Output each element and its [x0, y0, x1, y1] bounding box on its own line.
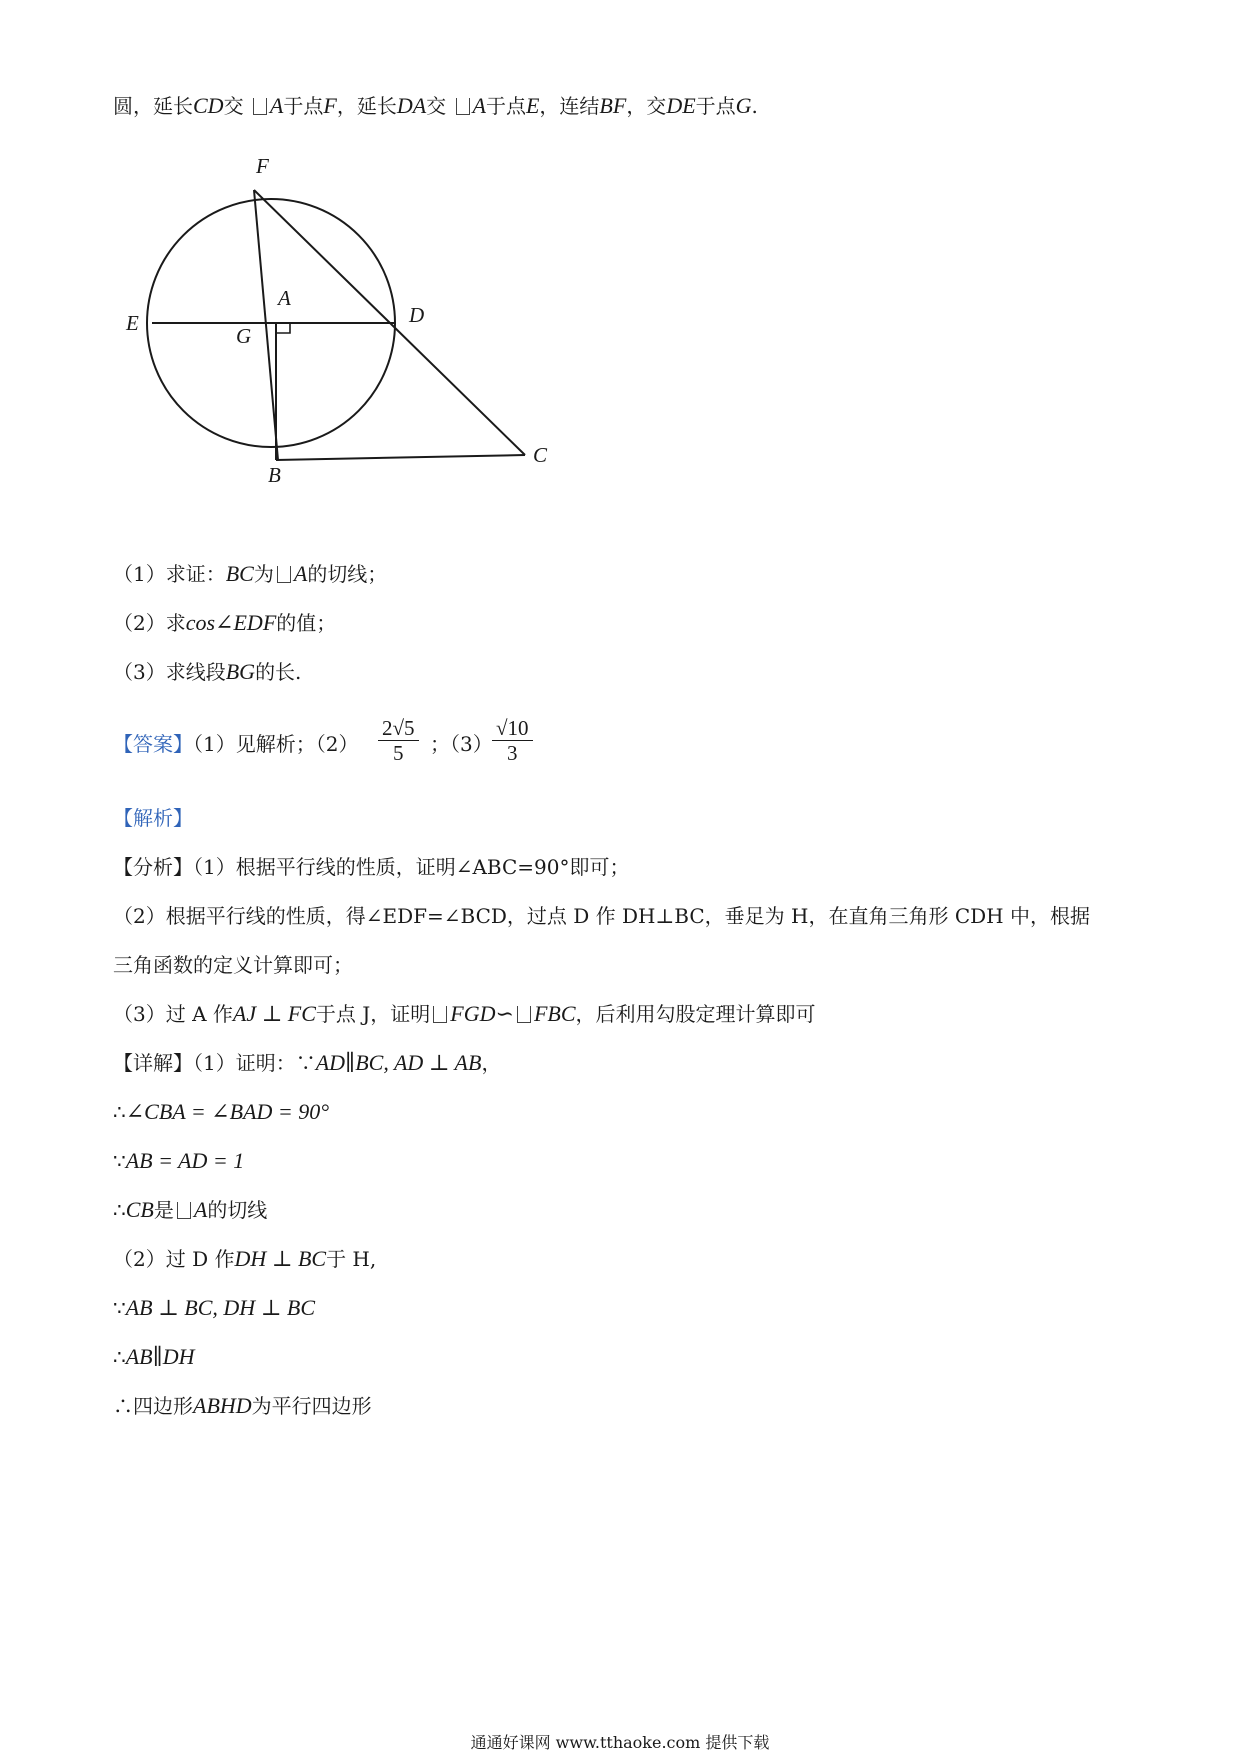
right-angle-mark	[276, 323, 290, 333]
label-b: B	[268, 463, 281, 487]
text: 为	[253, 562, 274, 586]
text: ，交	[626, 94, 667, 118]
text: 是	[153, 1198, 174, 1222]
fraction-2	[492, 716, 533, 765]
detail-line-7	[113, 1343, 195, 1371]
math: BG	[225, 659, 256, 684]
math: BF	[599, 93, 627, 118]
math: A	[269, 93, 284, 118]
text: 的值；	[276, 611, 337, 635]
question-2	[113, 609, 336, 637]
text: 四边形	[133, 1394, 193, 1418]
math: ∠CBA = ∠BAD = 90°	[125, 1099, 330, 1124]
math: E	[525, 93, 540, 118]
text: （1）求证：	[113, 562, 226, 586]
text: .	[751, 94, 758, 118]
geometry-figure	[120, 150, 580, 490]
analysis-tag: 【解析】	[113, 806, 193, 830]
circle-symbol-icon	[177, 1202, 191, 1219]
math: AD∥BC, AD ⊥ AB	[315, 1050, 482, 1075]
analysis-line-2: （2）根据平行线的性质，得∠EDF=∠BCD，过点 D 作 DH⊥BC，垂足为 H，在直角三角形 CDH 中，根据	[113, 904, 1090, 928]
text: ，连结	[539, 94, 600, 118]
math: A	[472, 93, 486, 118]
analysis-line-1	[113, 853, 630, 881]
answer-line	[113, 730, 358, 758]
math: AB = AD = 1	[125, 1148, 245, 1173]
fraction-1	[378, 716, 419, 765]
math: FGD∽	[450, 1001, 514, 1026]
circle-symbol-icon	[253, 98, 267, 115]
text: 于点 J，证明	[315, 1002, 431, 1026]
math: cos∠EDF	[185, 610, 277, 635]
because-symbol: ∵	[113, 1149, 126, 1173]
math: F	[323, 93, 337, 118]
text: 圆，延长	[113, 94, 193, 118]
because-symbol: ∵	[113, 1296, 126, 1320]
analysis-line-3: 三角函数的定义计算即可；	[113, 953, 353, 977]
line-bc	[276, 455, 525, 460]
math: AB∥DH	[125, 1344, 195, 1369]
circle-symbol-icon	[277, 566, 291, 583]
text: 交	[426, 94, 453, 118]
therefore-symbol: ∴	[113, 1100, 126, 1124]
fenxi-tag: 【分析】	[113, 855, 193, 879]
detail-line-6	[113, 1294, 315, 1322]
text: 交	[223, 94, 250, 118]
denominator: 5	[393, 741, 404, 765]
detail-line-1	[113, 1049, 501, 1077]
text: ，	[481, 1051, 502, 1075]
label-d: D	[409, 303, 425, 327]
text: （2）过 D 作	[113, 1247, 235, 1271]
therefore-symbol: ∴	[113, 1345, 126, 1369]
text: （1）证明：∵	[193, 1051, 316, 1075]
math: AJ ⊥ FC	[232, 1001, 316, 1026]
text: 于 H,	[326, 1247, 377, 1271]
text: （2）求	[113, 611, 186, 635]
triangle-symbol-icon	[433, 1006, 447, 1023]
math: CB	[125, 1197, 154, 1222]
detail-line-5	[113, 1245, 376, 1273]
label-c: C	[533, 443, 548, 467]
math: DH ⊥ BC	[234, 1246, 327, 1271]
numerator: √10	[492, 716, 533, 741]
math: AB ⊥ BC, DH ⊥ BC	[125, 1295, 315, 1320]
page-footer: 通通好课网 www.tthaoke.com 提供下载	[470, 1733, 770, 1752]
detail-tag: 【详解】	[113, 1051, 193, 1075]
math: FBC	[533, 1001, 576, 1026]
label-a: A	[278, 286, 291, 310]
answer-tag: 【答案】	[113, 732, 193, 756]
label-e: E	[126, 311, 139, 335]
circle-symbol-icon	[456, 98, 470, 115]
math: BC	[225, 561, 254, 586]
text: 为平行四边形	[251, 1394, 372, 1418]
denominator: 3	[507, 741, 518, 765]
text: 的长.	[255, 660, 302, 684]
label-g: G	[236, 324, 252, 348]
text: ；（3）	[430, 732, 493, 756]
text: 的切线	[207, 1198, 268, 1222]
text: （3）过 A 作	[113, 1002, 233, 1026]
math: A	[293, 561, 308, 586]
math: ABHD	[193, 1393, 252, 1418]
answer-line-2	[430, 730, 493, 758]
question-3	[113, 658, 301, 686]
text: 于点	[485, 94, 526, 118]
text: 于点	[695, 94, 736, 118]
text: （3）求线段	[113, 660, 226, 684]
text: ，延长	[336, 94, 397, 118]
therefore-symbol: ∴	[113, 1198, 126, 1222]
math: A	[193, 1197, 208, 1222]
math: G	[735, 93, 752, 118]
detail-line-4	[113, 1196, 267, 1224]
detail-line-8	[113, 1392, 372, 1420]
intro-line	[113, 92, 758, 120]
question-1	[113, 560, 387, 588]
math: CD	[193, 93, 224, 118]
detail-line-2	[113, 1098, 329, 1126]
analysis-line-4	[113, 1000, 816, 1028]
math: DA	[396, 93, 427, 118]
text: 于点	[283, 94, 324, 118]
text: （1）见解析；（2）	[193, 732, 359, 756]
triangle-symbol-icon	[517, 1006, 531, 1023]
label-f: F	[256, 154, 269, 178]
numerator: 2√5	[378, 716, 419, 741]
line-fb	[254, 190, 278, 460]
detail-line-3	[113, 1147, 244, 1175]
text: ，后利用勾股定理计算即可	[575, 1002, 816, 1026]
therefore-symbol: ∴	[113, 1394, 133, 1418]
text: （1）根据平行线的性质，证明∠ABC=90°即可；	[193, 855, 630, 879]
text: 的切线；	[307, 562, 388, 586]
math: DE	[666, 93, 696, 118]
